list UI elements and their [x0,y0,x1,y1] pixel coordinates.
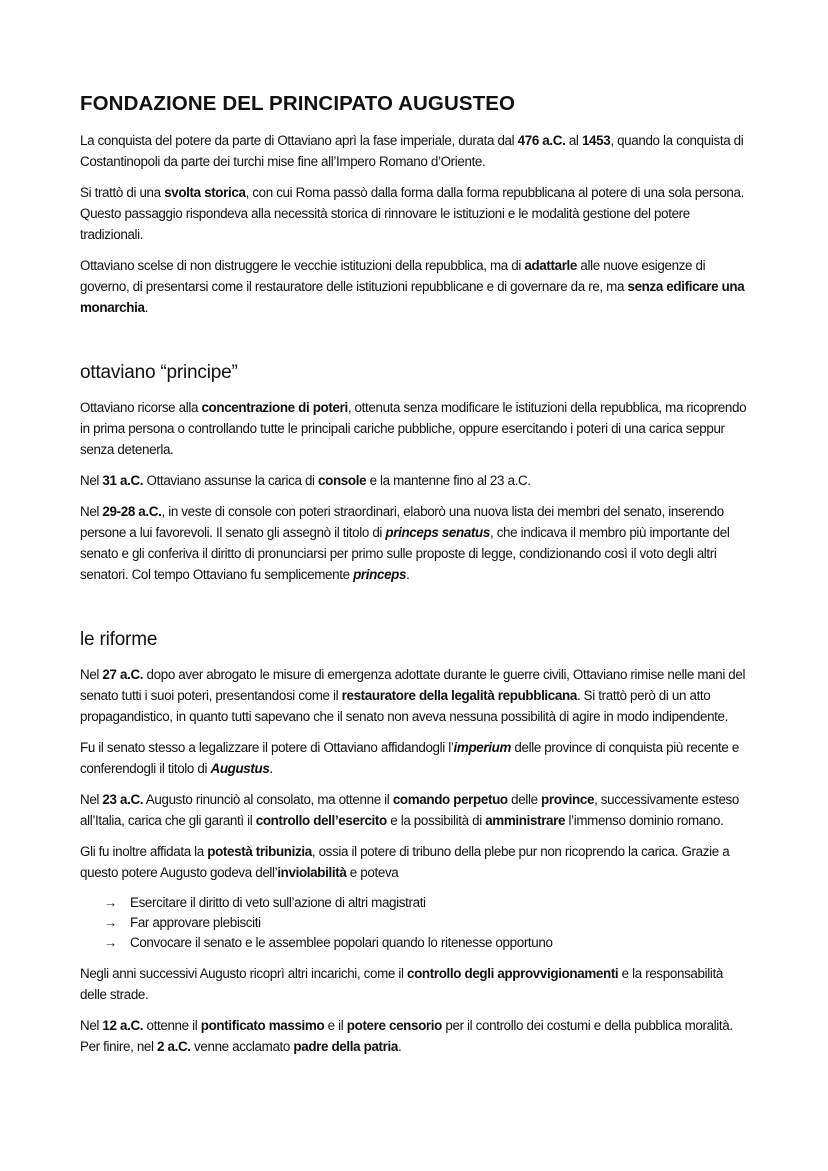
text-segment: . [406,567,410,582]
text-segment: Augusto rinunciò al consolato, ma ottenne il [143,792,393,807]
emphasis-text: 29-28 a.C. [102,504,162,519]
text-segment: Nel [80,792,103,807]
text-segment: . [269,761,273,776]
text-segment: , con cui Roma passò dalla forma dalla forma repubblicana al potere di una sola persona. Questo passaggio rispondeva alla necessità storica di rinnovare le istituzioni e le modalità gestione del potere tradizionali. [80,185,745,242]
emphasis-text: 27 a.C. [102,667,144,682]
emphasis-text: controllo dell’esercito [255,813,387,828]
text-segment: e la responsabilità delle strade. [80,966,723,1002]
text-segment: La conquista del potere da parte di Ottaviano aprì la fase imperiale, durata dal [80,133,518,148]
text-segment: Ottaviano assunse la carica di [143,473,319,488]
intro-section [80,130,752,318]
paragraph [80,397,752,460]
text-segment: venne acclamato [190,1039,294,1054]
emphasis-text: potere censorio [346,1018,442,1033]
list-item [104,933,752,953]
text-segment: e la possibilità di [386,813,486,828]
section-ottaviano-principe [80,397,752,585]
emphasis-text: comando perpetuo [392,792,508,807]
text-segment: dopo aver abrogato le misure di emergenza adottate durante le guerre civili, Ottaviano rimise nelle mani del senato tutti i suoi poteri, presentandosi come il [80,667,746,703]
emphasis-text: 12 a.C. [102,1018,144,1033]
section-riforme-after-list [80,963,752,1057]
text-segment: , ossia il potere di tribuno della plebe pur non ricoprendo la carica. Grazie a questo potere Augusto godeva dell’ [80,844,730,880]
text-segment: , che indicava il membro più importante del senato e gli conferiva il diritto di pronunciarsi per primo sulle proposte di legge, condizionando così il voto degli altri senatori. Col tempo Ottaviano fu semplicemente [80,525,730,582]
emphasis-text: svolta storica [164,185,246,200]
emphasis-text: concentrazione di poteri [201,400,348,415]
emphasis-text: amministrare [485,813,566,828]
text-segment: Ottaviano scelse di non distruggere le vecchie istituzioni della repubblica, ma di [80,258,525,273]
text-segment: al [565,133,582,148]
paragraph [80,841,752,883]
text-segment: . [144,300,148,315]
paragraph [80,963,752,1005]
text-segment: Nel [80,1018,103,1033]
text-segment: , ottenuta senza modificare le istituzioni della repubblica, ma ricoprendo in prima persona o controllando tutte le principali cariche pubbliche, oppure esercitando i poteri di una carica seppur senza detenerla. [80,400,747,457]
emphasis-text: controllo degli approvvigionamenti [407,966,619,981]
list-item-text: Convocare il senato e le assemblee popolari quando lo ritenesse opportuno [130,935,553,950]
emphasis-text: Augustus [210,761,270,776]
arrow-icon: → [104,915,118,930]
emphasis-text: padre della patria [293,1039,398,1054]
paragraph [80,182,752,245]
paragraph [80,470,752,491]
emphasis-text: imperium [453,740,512,755]
text-segment: . [397,1039,402,1054]
text-segment: Nel [80,667,103,682]
emphasis-text: princeps [353,567,407,582]
text-segment: e poteva [346,865,399,880]
text-segment: ottenne il [143,1018,201,1033]
text-segment: Negli anni successivi Augusto ricoprì altri incarichi, come il [80,966,407,981]
arrow-icon: → [104,895,118,910]
text-segment: Gli fu inoltre affidata la [80,844,208,859]
list-item-text: Far approvare plebisciti [130,915,261,930]
tribunizia-powers-list [80,893,752,953]
paragraph [80,501,752,585]
emphasis-text: adattarle [524,258,578,273]
text-segment: , in veste di console con poteri straordinari, elaborò una nuova lista dei membri del senato, inserendo persone a lui favorevoli. Il senato gli assegnò il titolo di [80,504,724,540]
text-segment: . Si trattò però di un atto propagandistico, in quanto tutti sapevano che il senato non aveva nessuna possibilità di agire in modo indipendente. [80,688,729,724]
emphasis-text: inviolabilità [277,865,347,880]
paragraph [80,664,752,727]
paragraph [80,130,752,172]
paragraph [80,737,752,779]
text-segment: delle [507,792,542,807]
section-heading-le-riforme: le riforme [80,629,158,650]
emphasis-text: restauratore della legalità repubblicana [341,688,577,703]
emphasis-text: province [541,792,595,807]
list-item [104,913,752,933]
emphasis-text: console [318,473,367,488]
text-segment: Nel [80,473,103,488]
document-page [80,92,752,1067]
emphasis-text: 23 a.C. [102,792,144,807]
emphasis-text: senza edificare una monarchia [80,279,745,315]
text-segment: delle province di conquista più recente e conferendogli il titolo di [80,740,739,776]
emphasis-text: potestà tribunizia [207,844,312,859]
paragraph [80,1015,752,1057]
document-title: FONDAZIONE DEL PRINCIPATO AUGUSTEO [80,92,516,115]
emphasis-text: 476 a.C. [517,133,566,148]
emphasis-text: 1453 [581,133,611,148]
text-segment: Fu il senato stesso a legalizzare il potere di Ottaviano affidandogli l’ [80,740,454,755]
text-segment: Nel [80,504,103,519]
emphasis-text: 2 a.C. [157,1039,191,1054]
paragraph [80,255,752,318]
section-riforme-before-list [80,664,752,883]
text-segment: , quando la conquista di Costantinopoli da parte dei turchi mise fine all’Impero Romano d’Oriente. [80,133,744,169]
text-segment: l’immenso dominio romano. [565,813,724,828]
text-segment: , successivamente esteso all’Italia, carica che gli garantì il [80,792,739,828]
text-segment: e la mantenne fino al 23 a.C. [366,473,531,488]
emphasis-text: pontificato massimo [200,1018,325,1033]
paragraph [80,789,752,831]
text-segment: alle nuove esigenze di governo, di presentarsi come il restauratore delle istituzioni repubblicane e di governare da re, ma [80,258,706,294]
list-item-text: Esercitare il diritto di veto sull’azione di altri magistrati [130,895,426,910]
section-heading-ottaviano-principe: ottaviano “principe” [80,362,238,383]
arrow-icon: → [104,935,118,950]
list-item [104,893,752,913]
text-segment: per il controllo dei costumi e della pubblica moralità. Per finire, nel [80,1018,733,1054]
emphasis-text: 31 a.C. [102,473,144,488]
emphasis-text: princeps senatus [385,525,490,540]
text-segment: Si trattò di una [80,185,165,200]
text-segment: e il [324,1018,347,1033]
text-segment: Ottaviano ricorse alla [80,400,202,415]
